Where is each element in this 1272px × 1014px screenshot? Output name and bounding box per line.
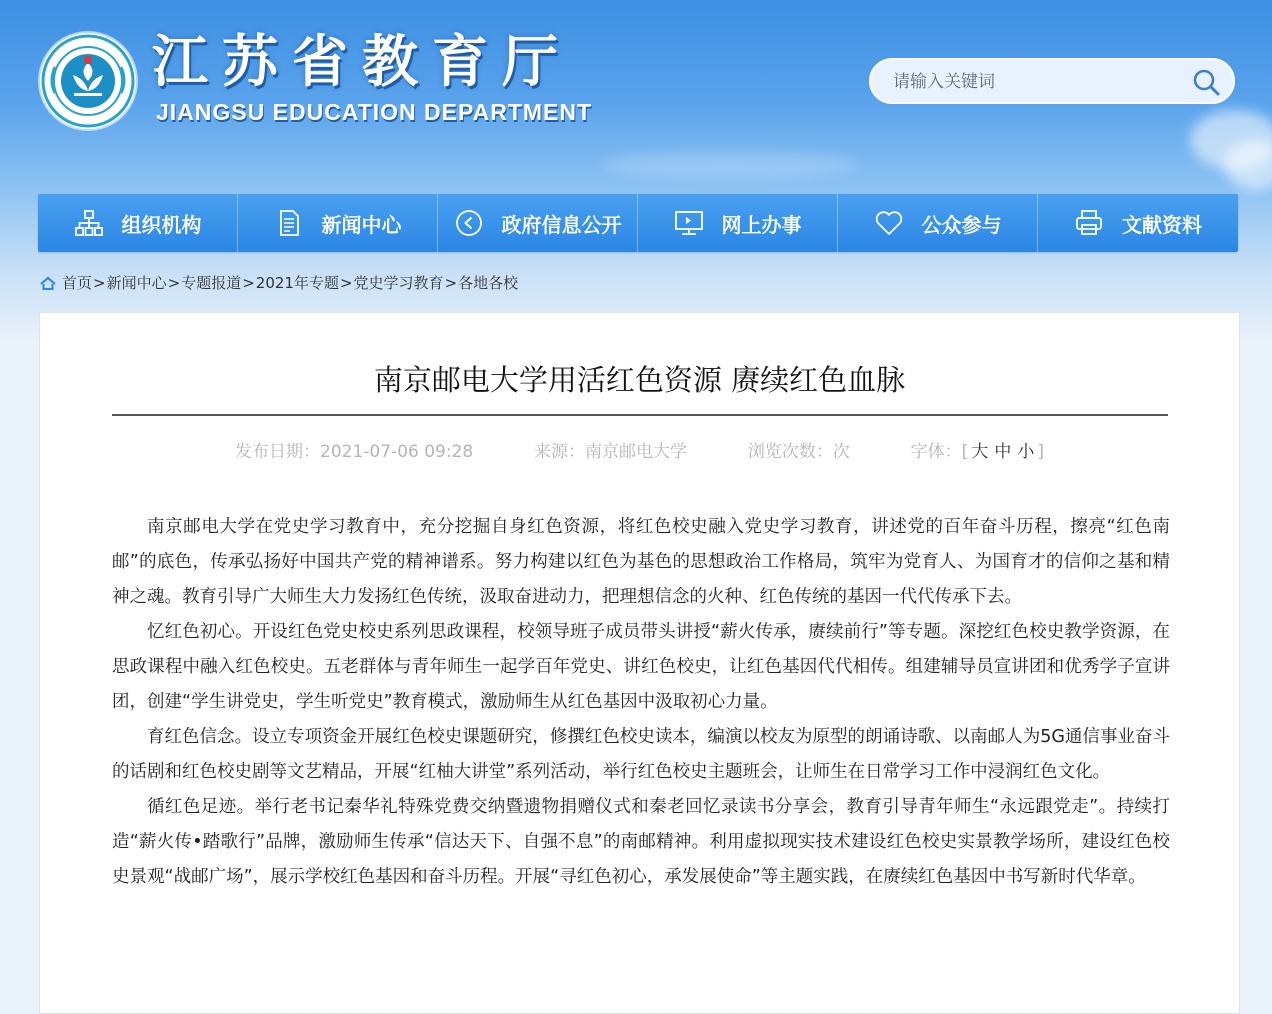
- view-count: 浏览次数：次: [747, 442, 850, 462]
- play-circle-icon: [454, 208, 484, 238]
- font-bracket-open: [: [961, 442, 969, 462]
- font-bracket-close: ]: [1037, 442, 1044, 462]
- font-size-medium-button[interactable]: 中: [994, 442, 1012, 462]
- font-size-large-button[interactable]: 大: [971, 442, 989, 462]
- article-panel: [39, 312, 1240, 1014]
- site-subtitle: JIANGSU EDUCATION DEPARTMENT: [156, 99, 593, 125]
- org-chart-icon: [74, 208, 104, 238]
- nav-item-news[interactable]: [238, 194, 438, 252]
- site-title: 江苏省教育厅: [152, 30, 572, 95]
- document-icon: [274, 208, 304, 238]
- nav-item-organization[interactable]: [38, 194, 238, 252]
- breadcrumb-home[interactable]: 首页: [62, 274, 93, 292]
- breadcrumb-separator: >: [339, 273, 353, 292]
- printer-icon: [1074, 208, 1104, 238]
- breadcrumb-separator: >: [242, 273, 255, 292]
- breadcrumb-party-history[interactable]: 党史学习教育: [353, 274, 444, 292]
- nav-label: 网上办事: [721, 212, 802, 237]
- article-paragraph: 循红色足迹。举行老书记秦华礼特殊党费交纳暨遗物捐赠仪式和秦老回忆录读书分享会，教育引导青年师生“永远跟党走”。持续打造“薪火传•踏歌行”品牌，激励师生传承“信达天下、自强不息”的南邮精神。利用虚拟现实技术建设红色校史实景教学场所，建设红色校史景观“战邮广场”，展示学校红色基因和奋斗历程。开展“寻红色初心，承发展使命”等主题实践，在赓续红色基因中书写新时代华章。: [112, 797, 1170, 887]
- home-icon: [40, 276, 56, 290]
- nav-label: 文献资料: [1122, 212, 1202, 237]
- article-paragraph: 南京邮电大学在党史学习教育中，充分挖掘自身红色资源，将红色校史融入党史学习教育，讲述党的百年奋斗历程，擦亮“红色南邮”的底色，传承弘扬好中国共产党的精神谱系。努力构建以红色为基色的思想政治工作格局，筑牢为党育人、为国育才的信仰之基和精神之魂。教育引导广大师生大力发扬红色传统，汲取奋进动力，把理想信念的火种、红色传统的基因一代代传承下去。: [112, 517, 1170, 607]
- font-size-small-button[interactable]: 小: [1017, 442, 1035, 462]
- nav-label: 公众参与: [921, 212, 1002, 237]
- main-nav: [38, 194, 1238, 252]
- breadcrumb-schools[interactable]: 各地各校: [458, 274, 519, 292]
- search-icon[interactable]: [1191, 67, 1221, 97]
- breadcrumb: [40, 272, 518, 293]
- title-divider: [112, 414, 1168, 416]
- article-paragraph: 忆红色初心。开设红色党史校史系列思政课程，校领导班子成员带头讲授“薪火传承，赓续前行”等专题。深挖红色校史教学资源，在思政课程中融入红色校史。五老群体与青年师生一起学百年党史、讲红色校史，让红色基因代代相传。组建辅导员宣讲团和优秀学子宣讲团，创建“学生讲党史，学生听党史”教育模式，激励师生从红色基因中汲取初心力量。: [112, 622, 1170, 712]
- nav-item-online-services[interactable]: [638, 194, 838, 252]
- nav-item-public-participation[interactable]: [838, 194, 1038, 252]
- logo-emblem-icon[interactable]: [40, 33, 136, 129]
- publish-date: 发布日期：2021-07-06 09:28: [235, 442, 474, 462]
- monitor-icon: [674, 208, 704, 238]
- article-meta: [40, 437, 1239, 462]
- article-source: 来源：南京邮电大学: [534, 442, 688, 462]
- nav-item-gov-info[interactable]: [438, 194, 638, 252]
- breadcrumb-news[interactable]: 新闻中心: [106, 274, 167, 292]
- nav-label: 组织机构: [121, 212, 202, 237]
- article-paragraph: 育红色信念。设立专项资金开展红色校史课题研究，修撰红色校史读本，编演以校友为原型的朗诵诗歌、以南邮人为5G通信事业奋斗的话剧和红色校史剧等文艺精品，开展“红柚大讲堂”系列活动，举行红色校史主题班会，让师生在日常学习工作中浸润红色文化。: [112, 727, 1170, 782]
- search-input[interactable]: [891, 60, 1175, 104]
- breadcrumb-2021-topics[interactable]: 2021年专题: [255, 274, 339, 292]
- breadcrumb-separator: >: [167, 273, 181, 292]
- nav-label: 新闻中心: [321, 212, 402, 237]
- nav-label: 政府信息公开: [501, 212, 622, 237]
- article-body: [112, 510, 1170, 895]
- breadcrumb-separator: >: [93, 273, 106, 292]
- search-box: [869, 58, 1235, 104]
- nav-item-documents[interactable]: [1038, 194, 1238, 252]
- article-title: 南京邮电大学用活红色资源 赓续红色血脉: [373, 363, 906, 397]
- heart-icon: [874, 208, 904, 238]
- breadcrumb-separator: >: [444, 273, 458, 292]
- breadcrumb-special-reports[interactable]: 专题报道: [181, 274, 242, 292]
- font-size-label: 字体：: [910, 442, 962, 462]
